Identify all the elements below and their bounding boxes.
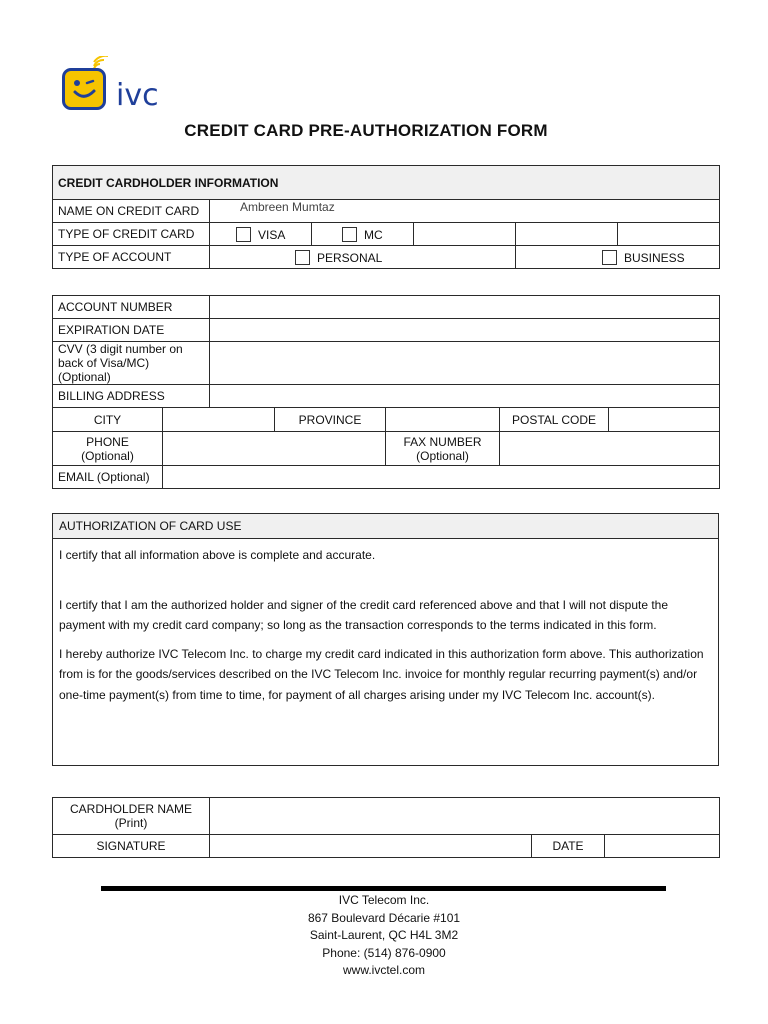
visa-label: VISA [258, 227, 286, 242]
phone-label: PHONE (Optional) [53, 432, 163, 466]
signature-label: SIGNATURE [53, 835, 210, 858]
expiration-date-label: EXPIRATION DATE [53, 319, 210, 342]
business-checkbox[interactable] [602, 250, 617, 265]
cardholder-name-field[interactable] [210, 798, 720, 835]
fax-label: FAX NUMBER (Optional) [386, 432, 500, 466]
visa-checkbox[interactable] [236, 227, 251, 242]
billing-address-field[interactable] [210, 385, 720, 408]
authorization-section [52, 513, 719, 766]
card-type-blank-2[interactable] [516, 223, 618, 246]
signature-field[interactable] [210, 835, 532, 858]
billing-address-label: BILLING ADDRESS [53, 385, 210, 408]
footer-company: IVC Telecom Inc. [338, 893, 430, 907]
logo-wordmark: ivc [116, 78, 159, 113]
mc-checkbox[interactable] [342, 227, 357, 242]
personal-checkbox[interactable] [295, 250, 310, 265]
name-on-card-value: Ambreen Mumtaz [240, 200, 335, 214]
card-type-label: TYPE OF CREDIT CARD [53, 223, 210, 246]
footer [0, 892, 768, 980]
card-type-blank-1[interactable] [414, 223, 516, 246]
city-field[interactable] [163, 408, 275, 432]
fax-field[interactable] [500, 432, 720, 466]
footer-divider [101, 886, 666, 891]
cardholder-table [52, 165, 720, 269]
personal-label: PERSONAL [317, 250, 383, 265]
postal-code-field[interactable] [609, 408, 720, 432]
name-on-card-label: NAME ON CREDIT CARD [53, 200, 210, 223]
ivc-logo [62, 56, 172, 112]
date-field[interactable] [605, 835, 720, 858]
section-header: CREDIT CARDHOLDER INFORMATION [53, 166, 720, 200]
page-title: CREDIT CARD PRE-AUTHORIZATION FORM [184, 121, 548, 140]
authorization-paragraph-1: I certify that all information above is complete and accurate. [59, 548, 376, 562]
authorization-header: AUTHORIZATION OF CARD USE [53, 514, 718, 539]
province-field[interactable] [386, 408, 500, 432]
authorization-text [53, 539, 718, 705]
email-field[interactable] [163, 466, 720, 489]
account-table [52, 295, 720, 489]
mc-label: MC [364, 227, 383, 242]
cardholder-name-label: CARDHOLDER NAME (Print) [53, 798, 210, 835]
phone-field[interactable] [163, 432, 386, 466]
account-number-field[interactable] [210, 296, 720, 319]
business-label: BUSINESS [624, 250, 685, 265]
smiley-icon [62, 68, 106, 110]
authorization-paragraph-2: I certify that I am the authorized holder and signer of the credit card referenced above and that I will not dispute the payment with my credit card company; so long as the transaction corresponds to the terms indicated in this form. [59, 597, 669, 632]
date-label: DATE [532, 835, 605, 858]
account-type-label: TYPE OF ACCOUNT [53, 246, 210, 269]
footer-phone: Phone: (514) 876-0900 [322, 945, 446, 960]
card-type-blank-3[interactable] [618, 223, 720, 246]
city-label: CITY [53, 408, 163, 432]
signature-table [52, 797, 720, 858]
footer-address-2: Saint-Laurent, QC H4L 3M2 [309, 928, 459, 942]
email-label: EMAIL (Optional) [53, 466, 163, 489]
footer-address-1: 867 Boulevard Décarie #101 [307, 910, 461, 925]
cvv-label: CVV (3 digit number on back of Visa/MC) (Optional) [53, 342, 210, 385]
postal-code-label: POSTAL CODE [500, 408, 609, 432]
expiration-date-field[interactable] [210, 319, 720, 342]
province-label: PROVINCE [275, 408, 386, 432]
authorization-paragraph-3: I hereby authorize IVC Telecom Inc. to charge my credit card indicated in this authorization form above. This authorization from is for the goods/services described on the IVC Telecom Inc. invoice for monthly regular recurring payment(s) and/or one-time payment(s) from time to time, for payment of all charges arising under my IVC Telecom Inc. account(s). [59, 646, 704, 702]
name-on-card-field[interactable] [210, 200, 720, 223]
cvv-field[interactable] [210, 342, 720, 385]
account-number-label: ACCOUNT NUMBER [53, 296, 210, 319]
footer-website[interactable]: www.ivctel.com [342, 963, 425, 977]
